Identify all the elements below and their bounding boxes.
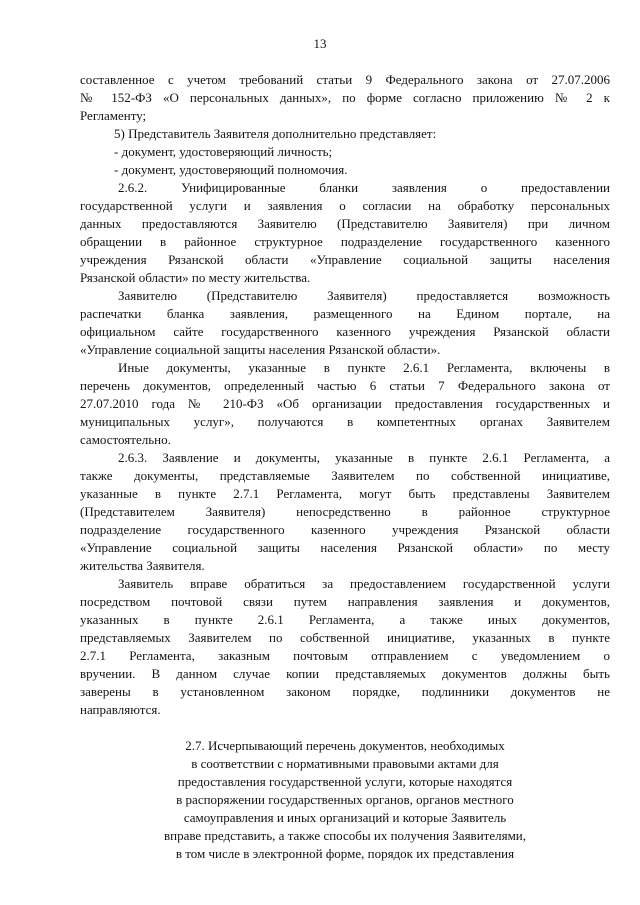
- text-line: государственной услуги и заявления о согласии на обработку персональных: [80, 198, 610, 213]
- text-line: Рязанской области» по месту жительства.: [80, 270, 311, 285]
- text-line: подразделение государственного казенного учреждения Рязанской области: [80, 522, 610, 537]
- section-heading-line: в том числе в электронной форме, порядок их представления: [175, 846, 515, 861]
- text-line: вручении. В данном случае копии представляемых документов должны быть: [80, 666, 610, 681]
- text-line: - документ, удостоверяющий личность;: [114, 144, 333, 159]
- text-line: Иные документы, указанные в пункте 2.6.1 Регламента, включены в: [118, 360, 610, 375]
- text-line: заверены в установленном законом порядке, подлинники документов не: [80, 684, 610, 699]
- text-line: 2.6.2. Унифицированные бланки заявления о предоставлении: [118, 180, 610, 195]
- text-line: направляются.: [80, 702, 161, 717]
- text-line: самостоятельно.: [80, 432, 171, 447]
- text-line: указанные в пункте 2.7.1 Регламента, могут быть представлены Заявителем: [80, 486, 610, 501]
- text-line: указанных в пункте 2.6.1 Регламента, а также иных документов,: [80, 612, 610, 627]
- text-line: - документ, удостоверяющий полномочия.: [114, 162, 348, 177]
- text-line: Заявителю (Представителю Заявителя) предоставляется возможность: [118, 288, 610, 303]
- text-line: 2.7.1 Регламента, заказным почтовым отправлением с уведомлением о: [80, 648, 610, 663]
- text-line: данных предоставляются Заявителю (Представителю Заявителя) при личном: [80, 216, 610, 231]
- section-heading-line: 2.7. Исчерпывающий перечень документов, необходимых: [185, 738, 505, 753]
- text-line: перечень документов, определенный частью 6 статьи 7 Федерального закона от: [80, 378, 610, 393]
- text-line: Заявитель вправе обратиться за предоставлением государственной услуги: [118, 576, 610, 591]
- text-line: представляемых Заявителем по собственной инициативе, указанных в пункте: [80, 630, 610, 645]
- text-line: муниципальных услуг», получаются в компетентных органах Заявителем: [80, 414, 610, 429]
- text-line: официальном сайте государственного казенного учреждения Рязанской области: [80, 324, 610, 339]
- section-heading-line: самоуправления и иных организаций и которые Заявитель: [183, 810, 507, 825]
- text-line: обращении в районное структурное подразделение государственного казенного: [80, 234, 610, 249]
- text-line: составленное с учетом требований статьи 9 Федерального закона от 27.07.2006: [80, 72, 610, 87]
- text-line: жительства Заявителя.: [80, 558, 205, 573]
- text-line: посредством почтовой связи путем направления заявления и документов,: [80, 594, 610, 609]
- text-line: 5) Представитель Заявителя дополнительно представляет:: [114, 126, 437, 141]
- text-line: Регламенту;: [80, 108, 147, 123]
- section-heading-line: вправе представить, а также способы их получения Заявителями,: [163, 828, 527, 843]
- text-line: (Представителем Заявителя) непосредственно в районное структурное: [80, 504, 610, 519]
- text-line: 27.07.2010 года № 210-ФЗ «Об организации предоставления государственных и: [80, 396, 610, 411]
- text-line: «Управление социальной защиты населения Рязанской области».: [80, 342, 441, 357]
- text-line: № 152-ФЗ «О персональных данных», по форме согласно приложению № 2 к: [80, 90, 610, 105]
- section-heading-line: предоставления государственной услуги, которые находятся: [177, 774, 513, 789]
- text-line: также документы, представляемые Заявителем по собственной инициативе,: [80, 468, 610, 483]
- text-line: распечатки бланка заявления, размещенного на Едином портале, на: [80, 306, 610, 321]
- section-heading-line: в соответствии с нормативными правовыми актами для: [191, 756, 499, 771]
- text-line: 2.6.3. Заявление и документы, указанные в пункте 2.6.1 Регламента, а: [118, 450, 610, 465]
- page-number: 13: [313, 36, 327, 51]
- section-heading-line: в распоряжении государственных органов, органов местного: [176, 792, 514, 807]
- text-line: «Управление социальной защиты населения Рязанской области» по месту: [80, 540, 610, 555]
- text-line: учреждения Рязанской области «Управление социальной защиты населения: [80, 252, 610, 267]
